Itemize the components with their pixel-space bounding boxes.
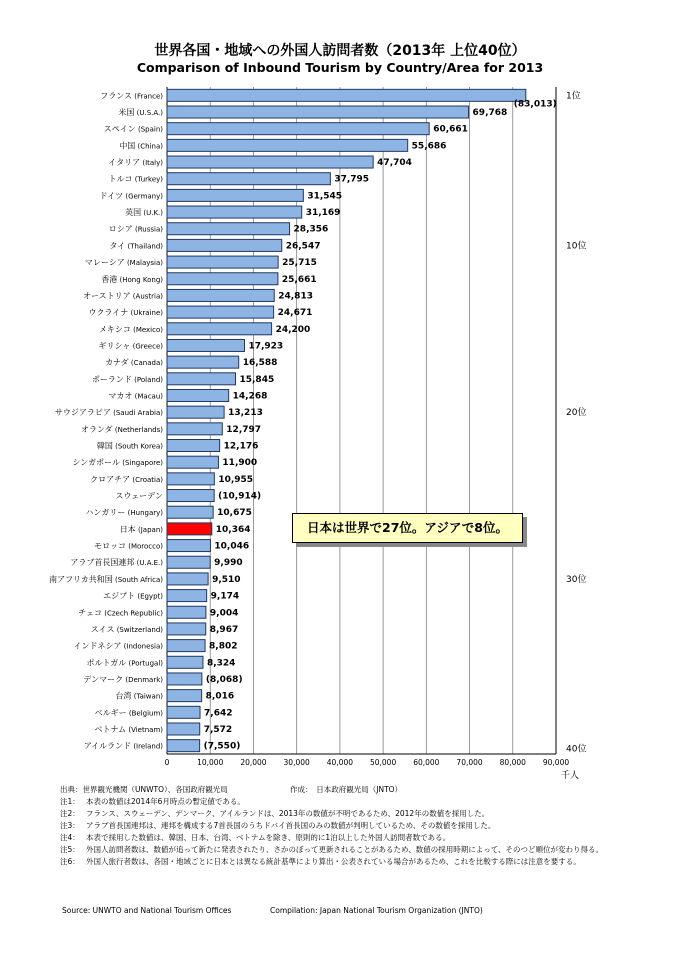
bar	[167, 389, 229, 401]
value-label: 7,572	[203, 724, 233, 735]
category-label: タイ (Thailand)	[109, 241, 163, 251]
bar	[167, 440, 220, 452]
bar	[167, 706, 200, 718]
value-label: 60,661	[433, 124, 468, 135]
bar	[167, 606, 206, 618]
x-tick-label: 80,000	[499, 758, 526, 767]
category-label: ウクライナ (Ukraine)	[88, 308, 163, 318]
rank-marker: 30位	[566, 574, 587, 585]
category-label: 韓国 (South Korea)	[96, 441, 163, 451]
chart-title: 世界各国・地域への外国人訪問者数（2013年 上位40位）	[154, 43, 526, 59]
value-label: 10,046	[214, 541, 250, 552]
bar	[167, 590, 207, 602]
bar	[167, 239, 282, 251]
category-label: ハンガリー (Hungary)	[85, 508, 163, 518]
value-label: 8,324	[206, 658, 236, 669]
category-label: モロッコ (Morocco)	[94, 541, 163, 551]
category-label: 香港 (Hong Kong)	[101, 274, 163, 284]
value-label: 24,813	[278, 291, 313, 302]
value-label: (10,914)	[218, 491, 262, 502]
category-label: デンマーク (Denmark)	[83, 674, 163, 684]
bar	[167, 289, 274, 301]
note-key: 注2：	[60, 809, 80, 818]
category-label: ロシア (Russia)	[108, 224, 163, 234]
value-label: 8,016	[205, 691, 235, 702]
rank-marker: 20位	[566, 408, 587, 419]
x-tick-label: 0	[164, 758, 170, 767]
value-label: 25,661	[281, 274, 317, 285]
value-label: 13,213	[228, 408, 263, 419]
bar	[167, 690, 202, 702]
note-key: 注6：	[60, 857, 80, 866]
value-label: (83,013)	[513, 99, 557, 110]
category-label: クロアチア (Croatia)	[90, 474, 163, 484]
bar	[167, 623, 206, 635]
value-label: 69,768	[472, 108, 508, 119]
category-label: フランス (France)	[100, 91, 163, 101]
bar	[167, 573, 208, 585]
category-label: 台湾 (Taiwan)	[115, 691, 163, 701]
note-key: 注5：	[60, 845, 80, 854]
value-label: 16,588	[242, 358, 278, 369]
category-label: スペイン (Spain)	[103, 124, 163, 134]
category-label: マレーシア (Malaysia)	[84, 258, 163, 268]
category-label: マカオ (Macau)	[108, 391, 163, 401]
bar	[167, 173, 330, 185]
value-label: 8,802	[209, 641, 238, 652]
bar	[167, 156, 373, 168]
category-label: トルコ (Turkey)	[108, 174, 163, 184]
category-label: イタリア (Italy)	[108, 158, 163, 168]
value-label: 10,955	[218, 474, 254, 485]
note-text: 外国人訪問者数は、数値が追って新たに発表されたり、さかのぼって更新されることがあるため、数値の採用時期によって、そのつど順位が変わり得る。	[86, 845, 604, 854]
value-label: 14,268	[232, 391, 268, 402]
category-label: シンガポール (Singapore)	[72, 458, 163, 468]
value-label: 7,642	[204, 708, 233, 719]
rank-marker: 40位	[566, 744, 587, 755]
value-label: 12,176	[223, 441, 259, 452]
category-label: ドイツ (Germany)	[99, 191, 163, 201]
source-en: Source: UNWTO and National Tourism Offices	[62, 906, 232, 915]
category-label: ポーランド (Poland)	[91, 374, 163, 384]
value-label: 31,545	[307, 191, 343, 202]
note-text: アラブ首長国連邦は、連邦を構成する7首長国のうちドバイ首長国のみの数値が判明しているため、その数値を採用した。	[86, 821, 496, 830]
bar	[167, 206, 302, 218]
note-key: 注4：	[60, 833, 80, 842]
bar	[167, 490, 214, 502]
note-item	[60, 856, 660, 868]
category-label: ギリシャ (Greece)	[98, 341, 163, 351]
value-label: 37,795	[334, 174, 370, 185]
bar	[167, 339, 244, 351]
category-label: メキシコ (Mexico)	[98, 324, 163, 334]
value-label: 10,364	[215, 524, 251, 535]
x-tick-label: 20,000	[240, 758, 267, 767]
bar	[167, 423, 222, 435]
bar	[167, 373, 235, 385]
category-label: オーストリア (Austria)	[82, 291, 163, 301]
x-tick-label: 10,000	[197, 758, 224, 767]
source-row	[60, 784, 660, 796]
note-text: 本表の数値は2014年6月時点の暫定値である。	[86, 797, 245, 806]
note-item	[60, 796, 660, 808]
category-label: ベトナム (Vietnam)	[94, 724, 163, 734]
value-label: 9,510	[212, 574, 241, 585]
bar	[167, 223, 290, 235]
category-label: オランダ (Netherlands)	[80, 424, 163, 434]
bar	[167, 740, 200, 752]
bar	[167, 556, 210, 568]
bar	[167, 189, 303, 201]
value-label: 15,845	[239, 374, 275, 385]
category-label: エジプト (Egypt)	[103, 591, 163, 601]
value-label: 9,174	[210, 591, 240, 602]
x-tick-label: 70,000	[456, 758, 483, 767]
value-label: 10,675	[217, 508, 252, 519]
bar	[167, 273, 278, 285]
note-item	[60, 808, 660, 820]
category-label: 米国 (U.S.A.)	[118, 108, 163, 118]
note-text: 本表で採用した数値は、韓国、日本、台湾、ベトナムを除き、原則的に1泊以上した外国人訪問者数である。	[86, 833, 451, 842]
bar	[167, 640, 205, 652]
value-label: 25,715	[282, 258, 317, 269]
x-tick-label: 30,000	[283, 758, 310, 767]
bar	[167, 139, 408, 151]
note-item	[60, 820, 660, 832]
note-key: 注1：	[60, 797, 80, 806]
chart-subtitle: Comparison of Inbound Tourism by Country/Area for 2013	[136, 60, 544, 75]
value-label: 12,797	[226, 424, 262, 435]
bar	[167, 673, 202, 685]
value-label: (7,550)	[203, 741, 241, 752]
value-label: 24,200	[275, 324, 311, 335]
note-item	[60, 844, 660, 856]
bar	[167, 89, 526, 101]
category-label: 中国 (China)	[119, 141, 163, 151]
value-label: 24,671	[277, 308, 313, 319]
value-label: 17,923	[248, 341, 284, 352]
source-key: 出典：	[60, 785, 83, 794]
bar	[167, 506, 213, 518]
category-label: スウェーデン	[115, 491, 163, 501]
bar	[167, 656, 203, 668]
category-label: 南アフリカ共和国 (South Africa)	[49, 574, 163, 584]
bar	[167, 723, 200, 735]
bar	[167, 256, 278, 268]
bar	[167, 356, 239, 368]
rank-marker: 10位	[566, 241, 587, 252]
category-label: ベルギー (Belgium)	[94, 708, 163, 718]
bar	[167, 123, 429, 135]
bar	[167, 306, 274, 318]
bar	[167, 473, 214, 485]
value-label: 55,686	[411, 141, 447, 152]
category-label: ポルトガル (Portugal)	[86, 658, 163, 668]
source-jp: 世界観光機関（UNWTO）、各国政府観光局	[82, 785, 228, 794]
bar	[167, 106, 469, 118]
note-text: フランス、スウェーデン、デンマーク、アイルランドは、2013年の数値が不明であるため、2012年の数値を採用した。	[86, 809, 490, 818]
category-label: 英国 (U.K.)	[125, 208, 163, 218]
category-label: インドネシア (Indonesia)	[73, 641, 163, 651]
value-label: 28,356	[293, 224, 329, 235]
note-text: 外国人旅行者数は、各国・地域ごとに日本とは異なる統計基準により算出・公表されている場合があるため、これを比較する際には注意を要する。	[86, 857, 581, 866]
category-label: アイルランド (Ireland)	[83, 741, 163, 751]
category-label: サウジアラビア (Saudi Arabia)	[54, 408, 163, 418]
value-label: 8,967	[209, 624, 239, 635]
value-label: 9,004	[209, 608, 239, 619]
value-label: 26,547	[285, 241, 321, 252]
category-label: チェコ (Czech Republic)	[78, 608, 163, 618]
value-label: 31,169	[305, 208, 341, 219]
x-tick-label: 90,000	[542, 758, 570, 767]
x-tick-label: 40,000	[326, 758, 354, 767]
bar	[167, 406, 224, 418]
bar	[167, 540, 210, 552]
value-label: (8,068)	[205, 674, 243, 685]
bar	[167, 523, 212, 535]
notes-section	[60, 784, 660, 868]
compilation-en: Compilation: Japan National Tourism Organization (JNTO)	[270, 906, 483, 915]
category-label: 日本 (Japan)	[119, 524, 163, 534]
japan-rank-callout: 日本は世界で27位。アジアで8位。	[292, 513, 523, 543]
x-tick-label: 60,000	[413, 758, 440, 767]
value-label: 9,990	[214, 558, 243, 569]
x-tick-label: 50,000	[369, 758, 397, 767]
value-label: 47,704	[377, 158, 412, 169]
rank-marker: 1位	[566, 91, 581, 102]
bar	[167, 456, 218, 468]
bar	[167, 323, 272, 335]
category-label: カナダ (Canada)	[105, 358, 163, 368]
note-item	[60, 832, 660, 844]
footer	[62, 906, 662, 915]
compilation-jp: 作成： 日本政府観光局（JNTO）	[290, 785, 403, 794]
category-label: スイス (Switzerland)	[90, 624, 163, 634]
value-label: 11,900	[222, 458, 258, 469]
note-key: 注3：	[60, 821, 80, 830]
x-axis-unit: 千人	[560, 771, 580, 781]
category-label: アラブ首長国連邦 (U.A.E.)	[70, 558, 163, 568]
